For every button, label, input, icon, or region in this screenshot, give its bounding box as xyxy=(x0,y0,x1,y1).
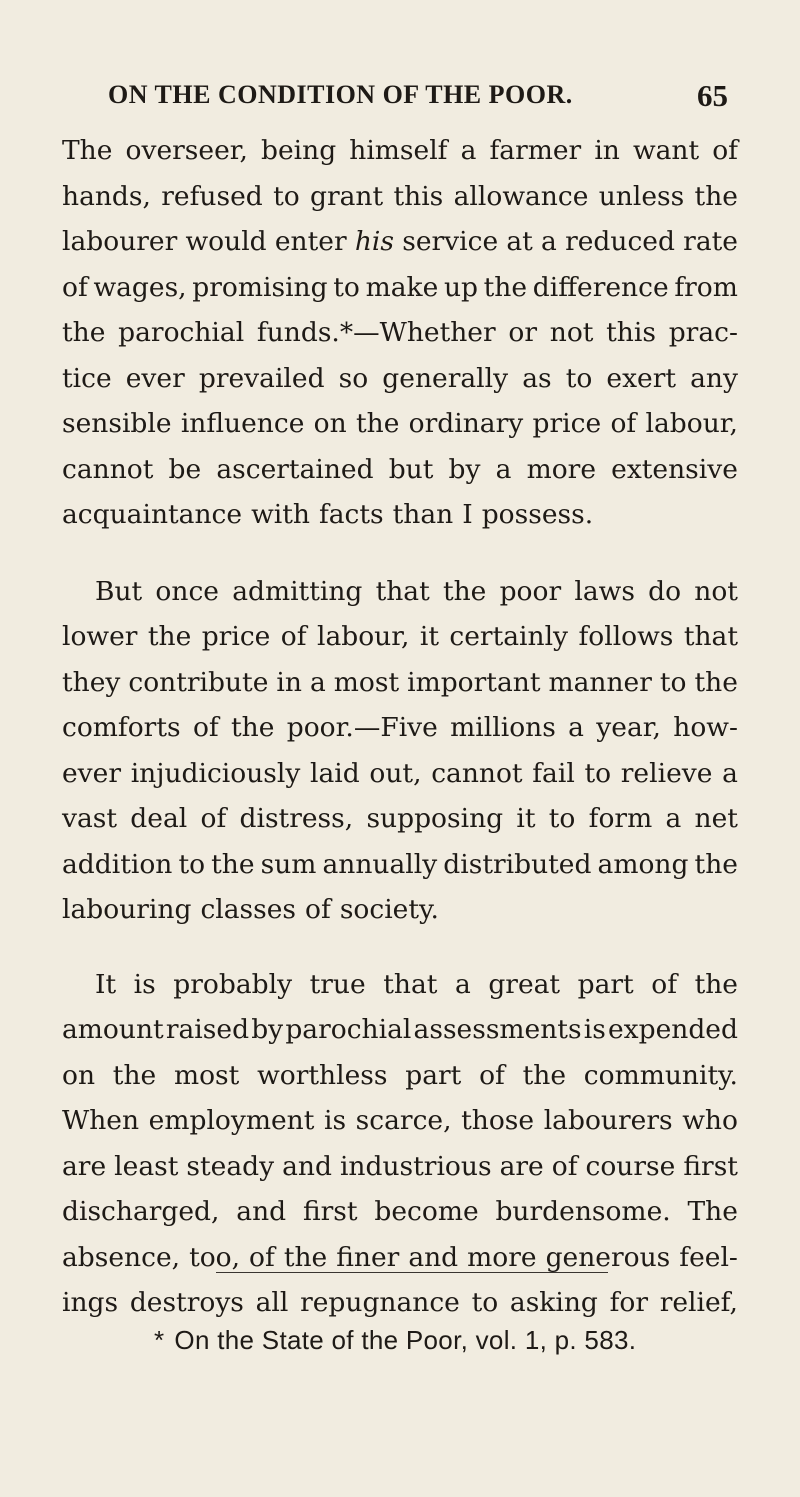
text-line: comforts of the poor.—Five millions a year, how- xyxy=(62,712,738,743)
running-title: ON THE CONDITION OF THE POOR. xyxy=(108,80,573,109)
text-line: ever injudiciously laid out, cannot fail to relieve a xyxy=(62,757,738,789)
page-number: 65 xyxy=(697,78,728,113)
text-line: they contribute in a most important manner to the xyxy=(62,666,738,698)
text-line: sensible influence on the ordinary price of labour, xyxy=(62,408,738,439)
footnote-rule xyxy=(216,1272,608,1273)
text-line: are least steady and industrious are of course first xyxy=(62,1150,738,1182)
text-line: hands, refused to grant this allowance unless the xyxy=(62,180,738,212)
text-line: tice ever prevailed so generally as to exert any xyxy=(62,362,738,394)
text-line: ings destroys all repugnance to asking for relief, xyxy=(62,1287,738,1318)
text-line: labourer would enter his service at a reduced rate xyxy=(62,226,738,257)
paragraph xyxy=(62,128,738,538)
running-head xyxy=(108,80,728,120)
text-line: addition to the sum annually distributed among the xyxy=(62,848,738,880)
text-line: of wages, promising to make up the difference from xyxy=(62,271,738,303)
text-line: absence, too, of the finer and more generous feel- xyxy=(62,1241,738,1273)
footnote xyxy=(154,1325,636,1356)
text-line: the parochial funds.*—Whether or not this prac- xyxy=(62,317,738,348)
text-line: acquaintance with facts than I possess. xyxy=(62,499,594,530)
text-line: amount raised by parochial assessments is expended xyxy=(62,1014,738,1045)
footnote-marker: * xyxy=(154,1325,165,1355)
text-line: When employment is scarce, those labourers who xyxy=(62,1105,738,1136)
text-line: vast deal of distress, supposing it to form a net xyxy=(62,803,738,834)
paragraph xyxy=(62,962,738,1326)
text-line: on the most worthless part of the community. xyxy=(62,1059,738,1091)
paragraph xyxy=(62,569,738,933)
text-line: But once admitting that the poor laws do not xyxy=(95,575,738,607)
text-line: labouring classes of society. xyxy=(62,894,439,925)
footnote-text: On the State of the Poor, vol. 1, p. 583. xyxy=(174,1325,637,1355)
text-line: cannot be ascertained but by a more extensive xyxy=(62,453,738,485)
text-line: lower the price of labour, it certainly follows that xyxy=(62,621,738,652)
body-text xyxy=(62,128,738,1326)
text-line: It is probably true that a great part of the xyxy=(95,968,738,1000)
text-line: The overseer, being himself a farmer in want of xyxy=(62,135,738,166)
text-line: discharged, and first become burdensome. The xyxy=(62,1196,738,1227)
